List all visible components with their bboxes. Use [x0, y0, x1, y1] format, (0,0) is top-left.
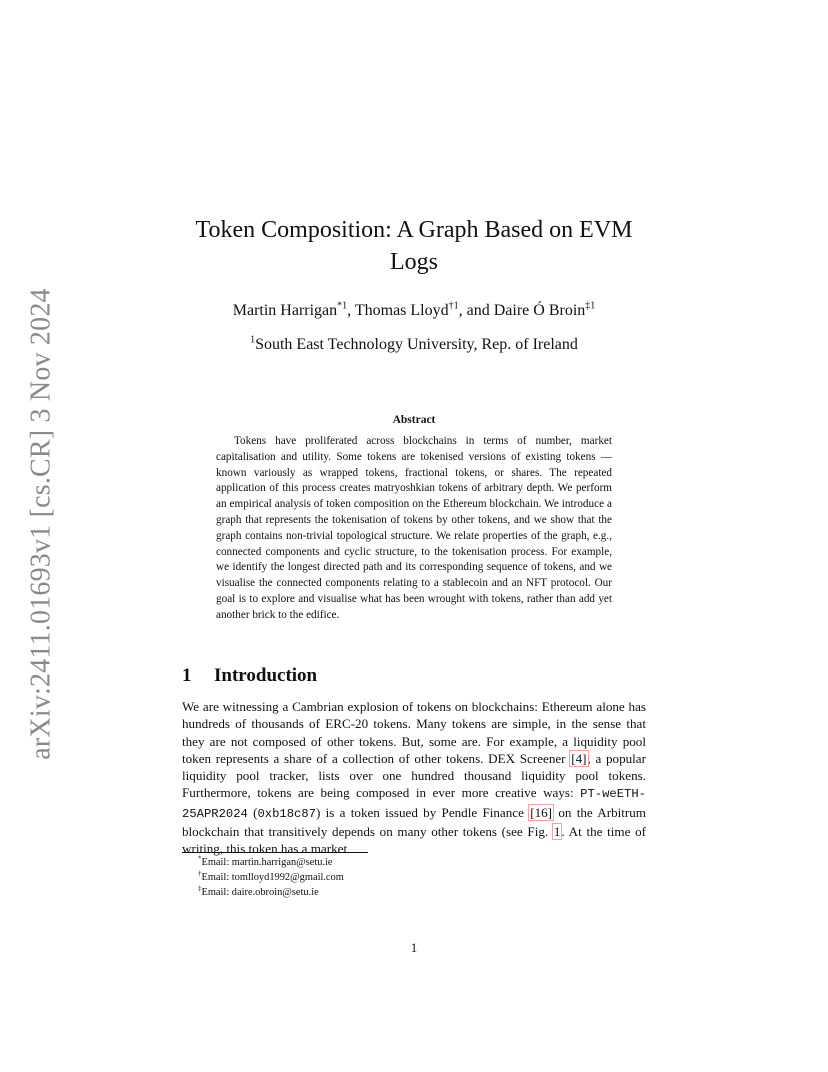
author-separator: , and: [458, 302, 494, 319]
author-list: [182, 300, 646, 322]
author-mark: ‡1: [585, 300, 596, 312]
author-name: Daire Ó Broin: [493, 302, 586, 319]
footnote-mark: *: [198, 854, 202, 863]
footnote-item: [198, 856, 618, 871]
author-name: Thomas Lloyd: [354, 302, 449, 319]
paper-title: Token Composition: A Graph Based on EVM Logs: [195, 217, 633, 275]
footnote-text: Email: martin.harrigan@setu.ie: [201, 857, 333, 868]
intro-text: (: [247, 804, 258, 820]
arxiv-identifier-stamp: [16, 288, 68, 760]
intro-text: ) is a token issued by Pendle Finance: [316, 804, 530, 820]
footnote-item: [198, 886, 618, 901]
footnote-item: [198, 871, 618, 886]
footnote-mark: †: [198, 869, 202, 878]
figure-reference-link[interactable]: 1: [553, 824, 561, 840]
footnote-divider: [182, 852, 368, 853]
affiliation-mark: 1: [250, 334, 256, 346]
affiliation: [182, 334, 646, 356]
footnotes: [198, 856, 618, 900]
token-name-code: PT-weETH-25APR2024: [182, 787, 646, 821]
intro-text: , a popular liquidity pool tracker, lists over one hundred thousand liquidity pool tokens. Furthermore, tokens are being composed in ever more creative ways:: [182, 750, 646, 801]
intro-text: We are witnessing a Cambrian explosion of tokens on blockchains: Ethereum alone has hundreds of thousands of ERC-20 tokens. Many tokens are simple, in the sense that they are not composed of other tokens. But, some are. For example, a liquidity pool token represents a share of a collection of other tokens. DEX Screener: [182, 699, 646, 766]
introduction-paragraph: [182, 698, 646, 858]
page-number: 1: [410, 940, 418, 955]
citation-link[interactable]: [16]: [530, 804, 553, 820]
author-separator: ,: [347, 302, 355, 319]
author-mark: *1: [337, 300, 348, 312]
token-address-code: 0xb18c87: [257, 806, 316, 821]
abstract-heading: Abstract: [392, 414, 436, 426]
section-number: 1: [182, 665, 192, 686]
abstract-text: Tokens have proliferated across blockchains in terms of number, market capitalisation and utility. Some tokens are tokenised versions of existing tokens — known variously as wrapped tokens, fractional tokens, or shares. The repeated application of this process creates matryoshkian tokens of arbitrary depth. We perform an empirical analysis of token composition on the Ethereum blockchain. We introduce a graph that represents the tokenisation of tokens by other tokens, and we show that the graph contains non-trivial topological structure. We relate properties of the graph, e.g., connected components and cyclic structure, to the tokenisation process. For example, we identify the longest directed path and its corresponding sequence of tokens, and we visualise the connected components relating to a stablecoin and an NFT protocol. Our goal is to explore and visualise what has been wrought with tokens, rather than add yet another brick to the edifice.: [216, 435, 612, 621]
section-title: Introduction: [214, 665, 318, 686]
intro-text: on the Arbitrum blockchain that transitively depends on many other tokens (see Fig.: [182, 804, 646, 840]
footnote-mark: ‡: [198, 884, 202, 893]
section-heading: [182, 664, 646, 688]
footnote-text: Email: daire.obroin@setu.ie: [201, 886, 319, 898]
citation-link[interactable]: [4]: [571, 750, 587, 766]
arxiv-identifier-text: arXiv:2411.01693v1 [cs.CR] 3 Nov 2024: [26, 288, 57, 760]
affiliation-text: South East Technology University, Rep. of Ireland: [255, 336, 578, 353]
author-mark: †1: [448, 300, 459, 312]
footnote-text: Email: tomlloyd1992@gmail.com: [201, 871, 344, 883]
author-name: Martin Harrigan: [232, 302, 338, 319]
intro-text: . At the time of writing, this token has a market: [182, 824, 646, 857]
